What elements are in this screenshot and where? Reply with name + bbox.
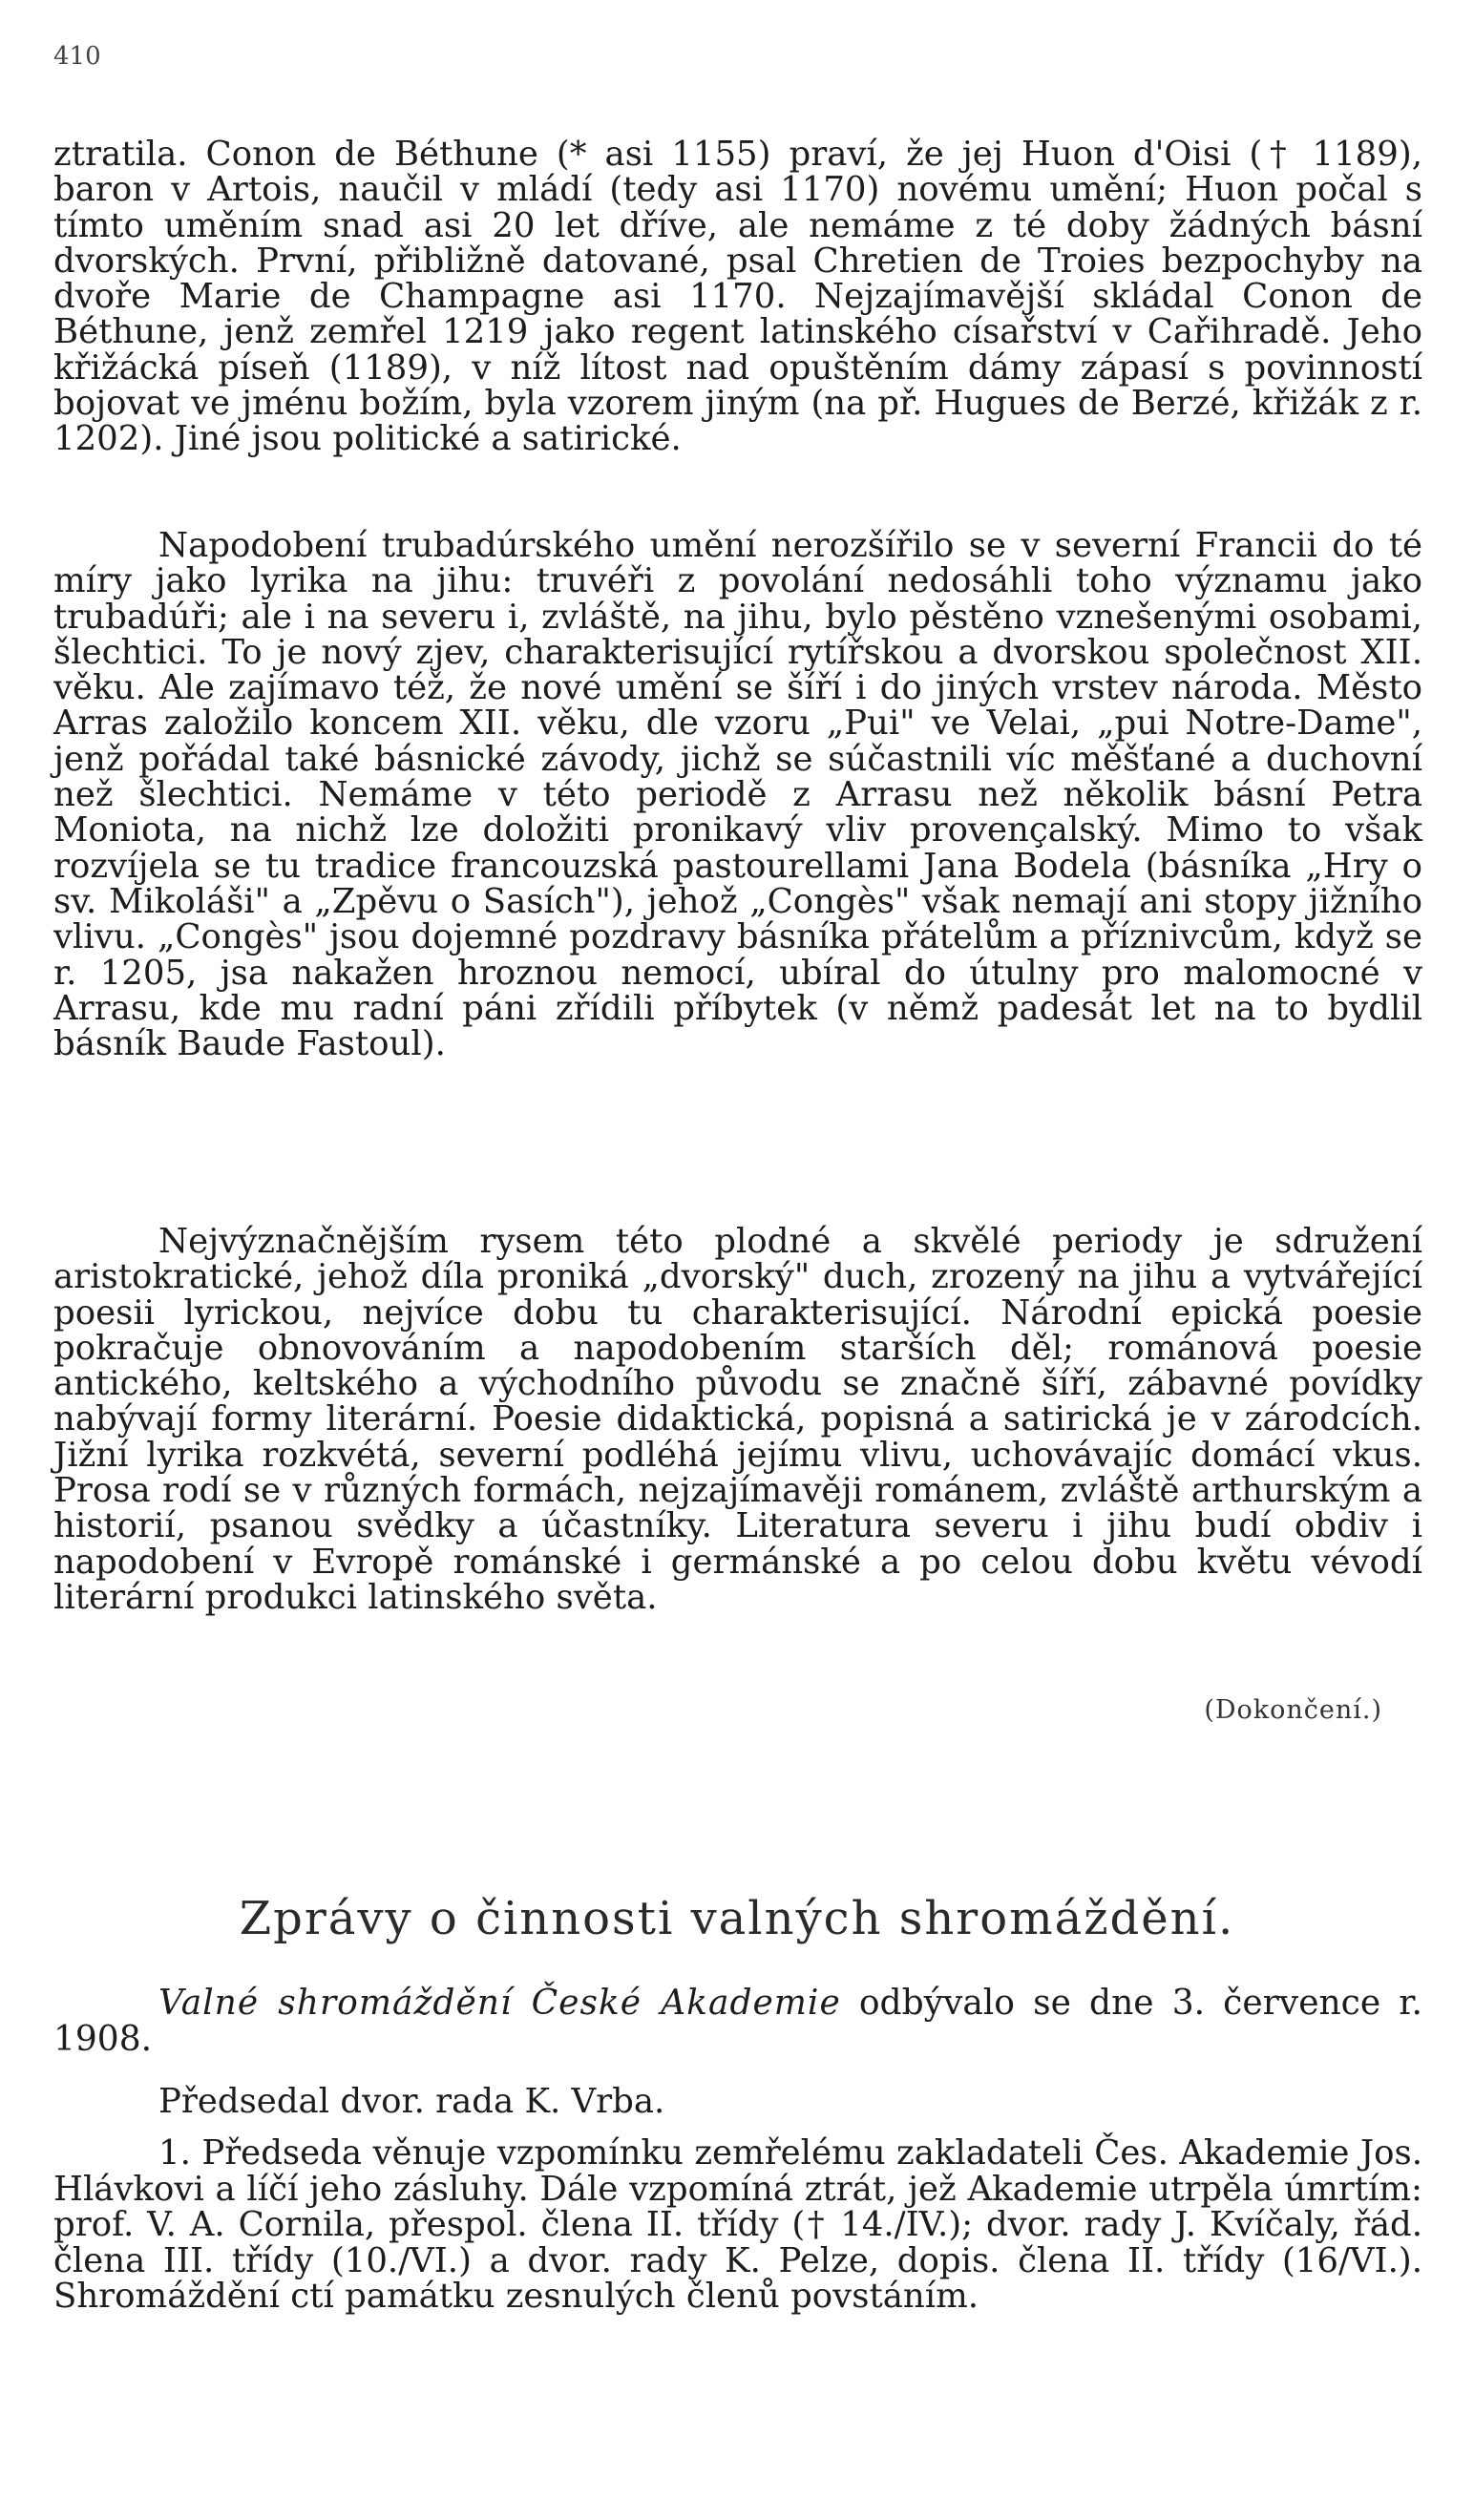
- academy-assembly-italic: Valné shromáždění České Akademie: [158, 1984, 841, 2023]
- continuation-note: (Dokončení.): [1204, 1695, 1382, 1725]
- paragraph-3-text: Nejvýznačnějším rysem této plodné a skvělé periody je sdružení aristokratické, jehož díla proniká „dvorský" duch, zrozený na jihu a vytvářející poesii lyrickou, nejvíce dobu tu charakterisující. Národní epická poesie pokračuje obnovováním a napodobením starších děl; románová poesie antického, keltského a východního původu se značně šíří, zábavné povídky nabývají formy literární. Poesie didaktická, popisná a satirická je v zárodcích. Jižní lyrika rozkvétá, severní podléhá jejímu vlivu, uchovávajíc domácí vkus. Prosa rodí se v různých formách, nejzajímavěji románem, zvláště arthurským a historií, psanou svědky a účastníky. Literatura severu i jihu budí obdiv i napodobení v Evropě románské i germánské a po celou dobu květu vévodí literární produkci latinského světa.: [53, 1222, 1422, 1617]
- paragraph-chair: [53, 2084, 1422, 2119]
- assembly-date-text: odbývalo se dne 3. července r. 1908.: [53, 1984, 1422, 2059]
- paragraph-item-1: [53, 2135, 1422, 2315]
- paragraph-2-text: Napodobení trubadúrského umění nerozšířilo se v severní Francii do té míry jako lyrika na jihu: truvéři z povolání nedosáhli toho významu jako trubadúři; ale i na severu i, zvláště, na jihu, bylo pěstěno vznešenými osobami, šlechtici. To je nový zjev, charakterisující rytířskou a dvorskou společnost XII. věku. Ale zajímavo též, že nové umění se šíří i do jiných vrstev národa. Město Arras založilo koncem XII. věku, dle vzoru „Pui" ve Velai, „pui Notre-Dame", jenž pořádal také básnické závody, jichž se súčastnili víc měšťané a duchovní než šlechtici. Nemáme v této periodě z Arrasu než několik básní Petra Moniota, na nichž lze doložiti pronikavý vliv provençalský. Mimo to však rozvíjela se tu tradice francouzská pastourellami Jana Bodela (básníka „Hry o sv. Mikoláši" a „Zpěvu o Sasích"), jehož „Congès" však nemají ani stopy jižního vlivu. „Congès" jsou dojemné pozdravy básníka přátelům a příznivcům, když se r. 1205, jsa nakažen hroznou nemocí, ubíral do útulny pro malomocné v Arrasu, kde mu radní páni zřídili příbytek (v němž padesát let na to bydlil básník Baude Fastoul).: [53, 526, 1422, 1064]
- paragraph-1-text: ztratila. Conon de Béthune (* asi 1155) praví, že jej Huon d'Oisi († 1189), baron v Artois, naučil v mládí (tedy asi 1170) novému umění; Huon počal s tímto uměním snad asi 20 let dříve, ale nemáme z té doby žádných básní dvorských. První, přibližně datované, psal Chretien de Troies bezpochyby na dvoře Marie de Champagne asi 1170. Nejzajímavější skládal Conon de Béthune, jenž zemřel 1219 jako regent latinského císařství v Cařihradě. Jeho křižácká píseň (1189), v níž lítost nad opuštěním dámy zápasí s povinností bojovat ve jménu božím, byla vzorem jiným (na př. Hugues de Berzé, křižák z r. 1202). Jiné jsou politické a satirické.: [53, 135, 1422, 459]
- paragraph-assembly: [53, 1985, 1422, 2058]
- page-number: 410: [53, 42, 101, 71]
- section-title: Zprávy o činnosti valných shromáždění.: [239, 1892, 1235, 1945]
- paragraph-item-1-text: 1. Předseda věnuje vzpomínku zemřelému zakladateli Čes. Akademie Jos. Hlávkovi a líčí jeho zásluhy. Dále vzpomíná ztrát, jež Akademie utrpěla úmrtím: prof. V. A. Cornila, přespol. člena II. třídy († 14./IV.); dvor. rady J. Kvíčaly, řád. člena III. třídy (10./VI.) a dvor. rady K. Pelze, dopis. člena II. třídy (16/VI.). Shromáždění ctí památku zesnulých členů povstáním.: [53, 2133, 1422, 2317]
- paragraph-2: [53, 526, 1422, 1064]
- paragraph-chair-text: Předsedal dvor. rada K. Vrba.: [158, 2082, 665, 2121]
- paragraph-1: [53, 136, 1422, 457]
- paragraph-3: [53, 1224, 1422, 1615]
- paragraph-assembly-text: [53, 1985, 1422, 2058]
